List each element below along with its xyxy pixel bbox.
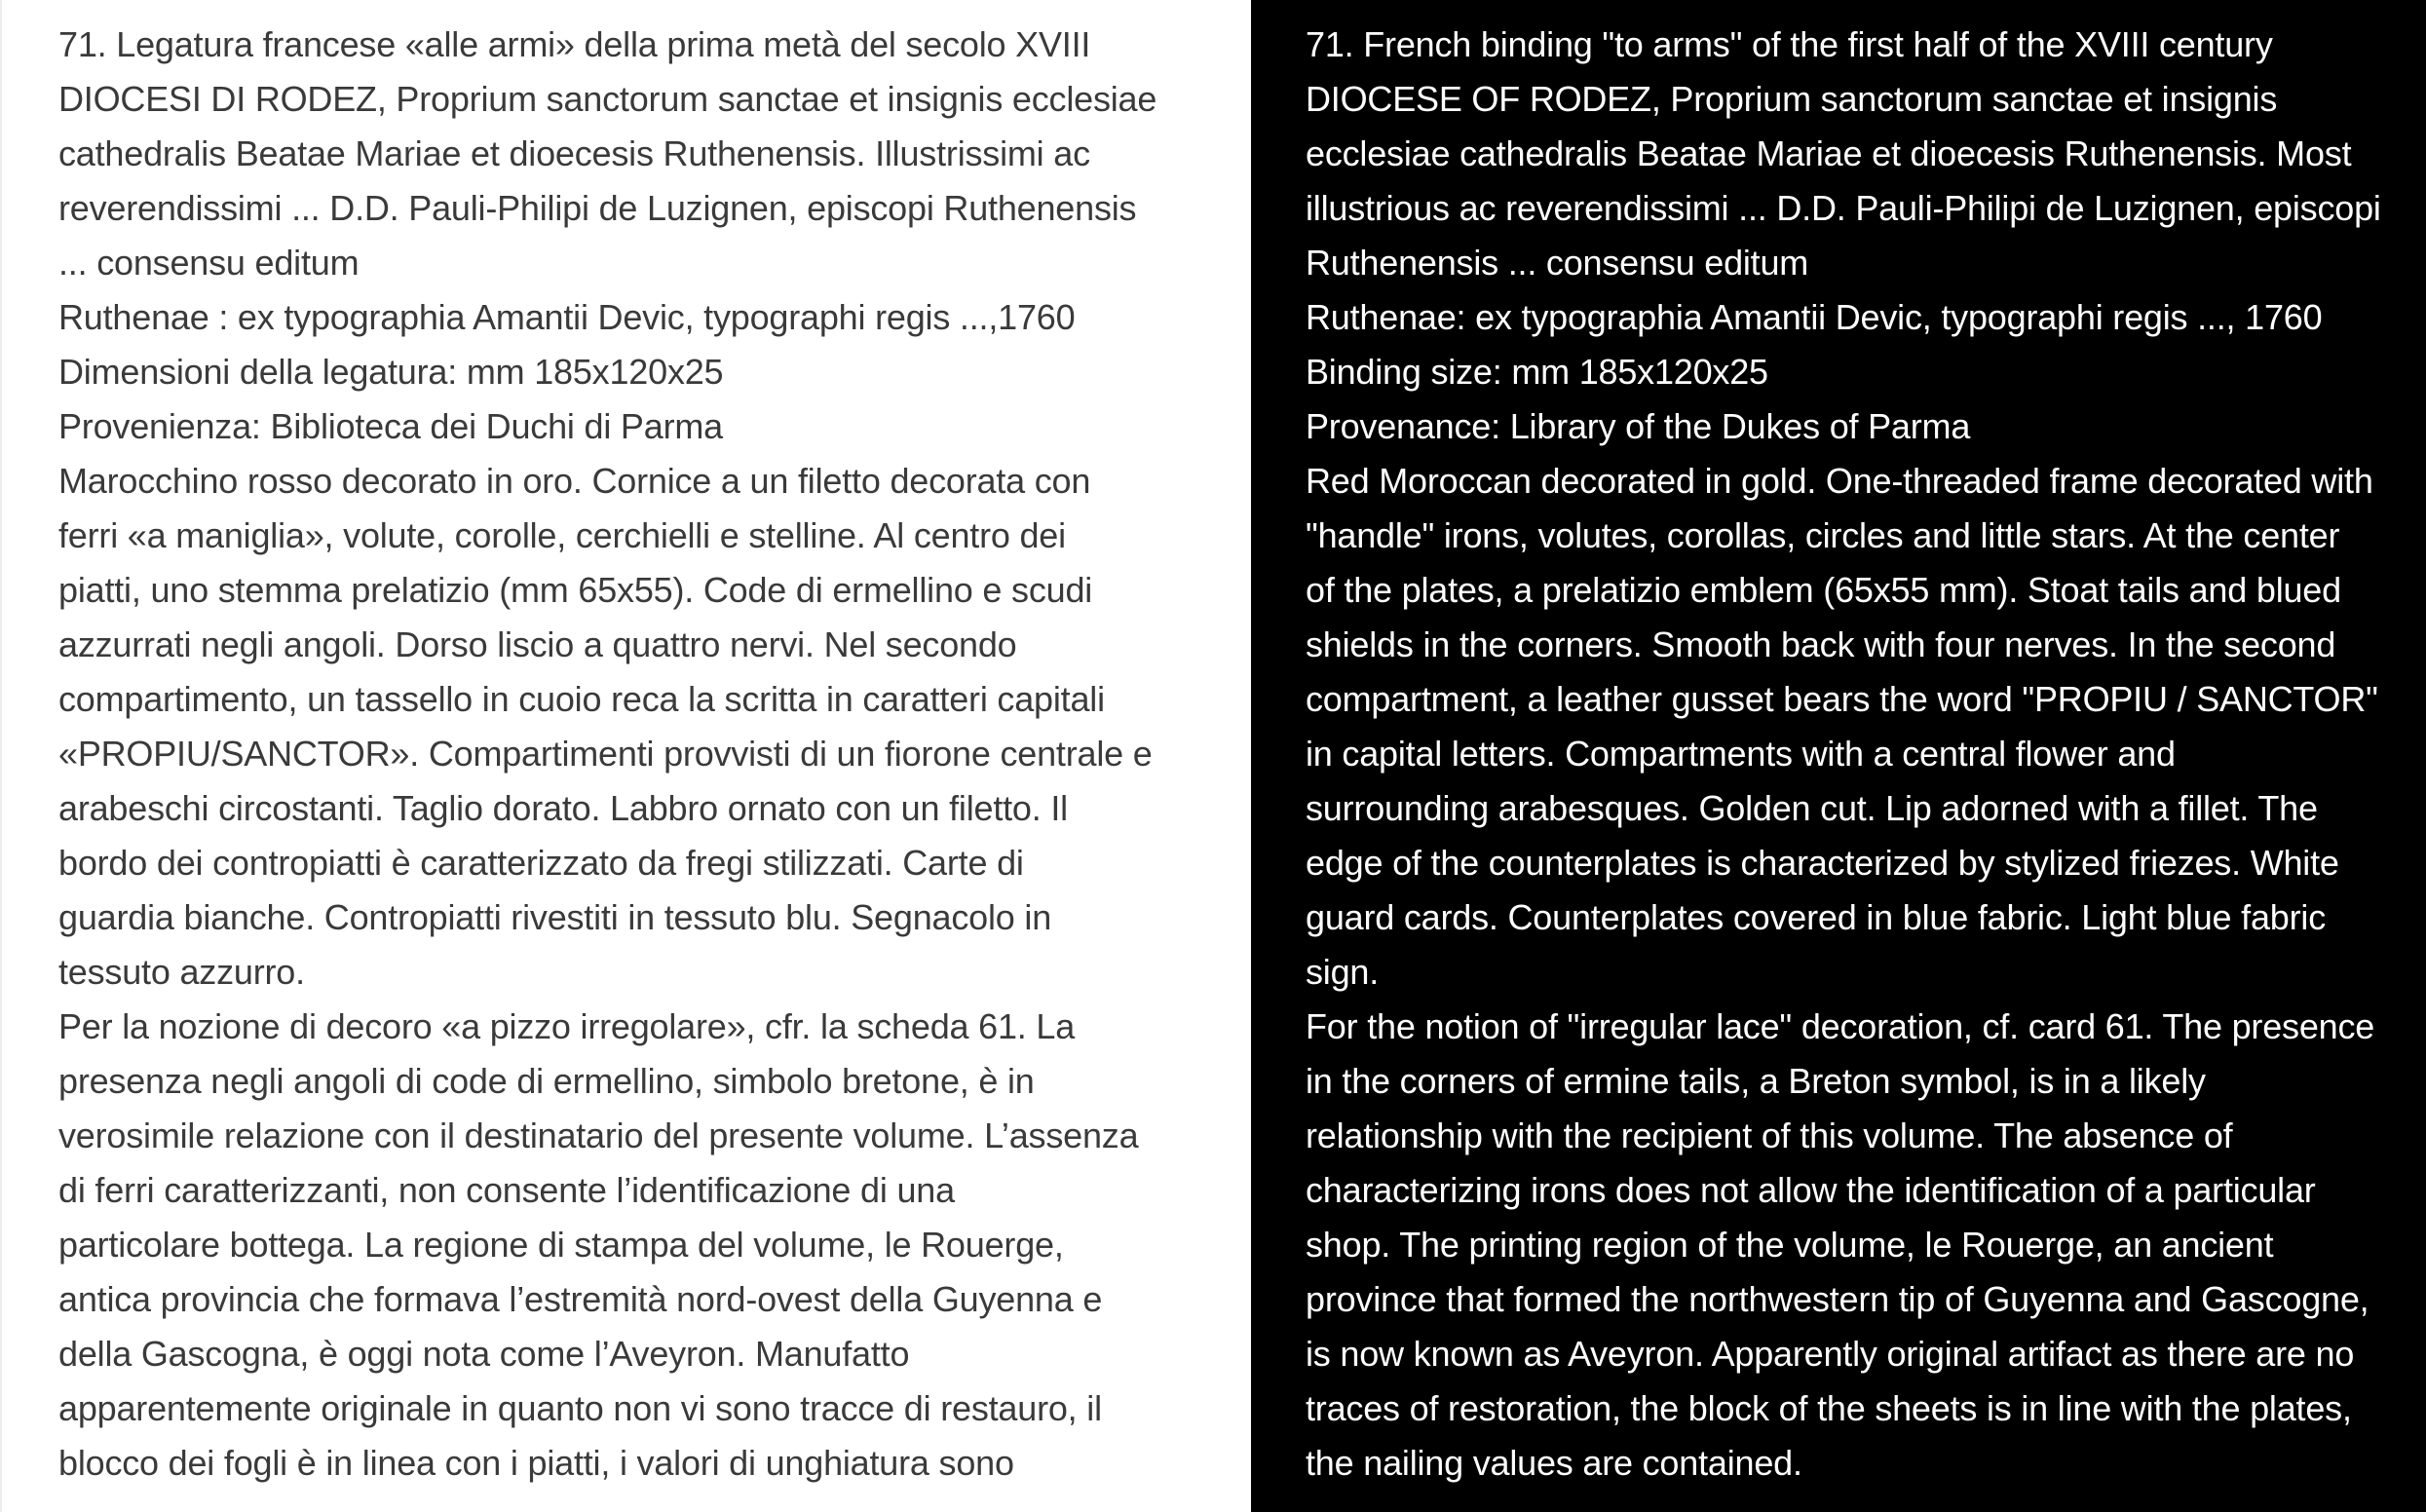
english-text-line: is now known as Aveyron. Apparently original artifact as there are no [1306,1334,2355,1374]
english-text-line: province that formed the northwestern tip of Guyenna and Gascogne, [1306,1279,2369,1319]
english-text-line: shop. The printing region of the volume, le Rouerge, an ancient [1306,1225,2274,1265]
english-text-line: surrounding arabesques. Golden cut. Lip adorned with a fillet. The [1306,788,2318,828]
italian-text-line: cathedralis Beatae Mariae et dioecesis Ruthenensis. Illustrissimi ac [58,133,1090,173]
italian-text-line: guardia bianche. Contropiatti rivestiti in tessuto blu. Segnacolo in [58,897,1052,937]
italian-text-line: Dimensioni della legatura: mm 185x120x25 [58,352,724,392]
english-text-line: Provenance: Library of the Dukes of Parma [1306,406,1971,446]
italian-text-line: «PROPIU/SANCTOR». Compartimenti provvisti di un fiorone centrale e [58,734,1153,774]
italian-text-line: tessuto azzurro. [58,952,305,992]
english-text-line: of the plates, a prelatizio emblem (65x55 mm). Stoat tails and blued [1306,570,2341,610]
english-text-line: in capital letters. Compartments with a central flower and [1306,734,2176,774]
english-text-line: Binding size: mm 185x120x25 [1306,352,1768,392]
italian-text-line: Per la nozione di decoro «a pizzo irregolare», cfr. la scheda 61. La [58,1006,1076,1046]
italian-text-line: Provenienza: Biblioteca dei Duchi di Parma [58,406,723,446]
english-text-line: DIOCESE OF RODEZ, Proprium sanctorum sanctae et insignis [1306,79,2278,119]
english-text-line: edge of the counterplates is characterized by stylized friezes. White [1306,843,2339,883]
italian-text-line: piatti, uno stemma prelatizio (mm 65x55). Code di ermellino e scudi [58,570,1093,610]
english-text-panel [1251,0,2426,1512]
italian-text-line: verosimile relazione con il destinatario del presente volume. L’assenza [58,1115,1139,1155]
italian-text-line: Ruthenae : ex typographia Amantii Devic, typographi regis ...,1760 [58,297,1076,337]
italian-text-line: di ferri caratterizzanti, non consente l’identificazione di una [58,1170,955,1210]
english-text-line: For the notion of "irregular lace" decoration, cf. card 61. The presence [1306,1006,2375,1046]
italian-text-line: antica provincia che formava l’estremità nord-ovest della Guyenna e [58,1279,1103,1319]
english-text-line: compartment, a leather gusset bears the word "PROPIU / SANCTOR" [1306,679,2378,719]
italian-text-line: compartimento, un tassello in cuoio reca la scritta in caratteri capitali [58,679,1105,719]
italian-text-line: DIOCESI DI RODEZ, Proprium sanctorum sanctae et insignis ecclesiae [58,79,1157,119]
english-text-line: traces of restoration, the block of the sheets is in line with the plates, [1306,1388,2352,1428]
italian-text-line: blocco dei fogli è in linea con i piatti, i valori di unghiatura sono [58,1443,1014,1483]
italian-text-line: ... consensu editum [58,243,360,283]
english-text-line: the nailing values are contained. [1306,1443,1802,1483]
italian-text-line: bordo dei contropiatti è caratterizzato da fregi stilizzati. Carte di [58,843,1024,883]
english-text-line: guard cards. Counterplates covered in blue fabric. Light blue fabric [1306,897,2327,937]
english-text-line: shields in the corners. Smooth back with four nerves. In the second [1306,624,2336,664]
italian-text-block [58,18,1156,1491]
english-text-line: relationship with the recipient of this volume. The absence of [1306,1115,2233,1155]
english-text-line: ecclesiae cathedralis Beatae Mariae et dioecesis Ruthenensis. Most [1306,133,2352,173]
italian-text-line: presenza negli angoli di code di ermellino, simbolo bretone, è in [58,1061,1035,1101]
italian-text-line: ferri «a maniglia», volute, corolle, cerchielli e stelline. Al centro dei [58,515,1066,555]
english-text-line: in the corners of ermine tails, a Breton symbol, is in a likely [1306,1061,2206,1101]
italian-text-line: arabeschi circostanti. Taglio dorato. Labbro ornato con un filetto. Il [58,788,1068,828]
english-text-line: characterizing irons does not allow the identification of a particular [1306,1170,2316,1210]
english-text-line: Ruthenensis ... consensu editum [1306,243,1809,283]
italian-text-line: apparentemente originale in quanto non vi sono tracce di restauro, il [58,1388,1102,1428]
italian-text-line: reverendissimi ... D.D. Pauli-Philipi de Luzignen, episcopi Ruthenensis [58,188,1137,228]
english-text-line: Red Moroccan decorated in gold. One-threaded frame decorated with [1306,461,2373,501]
english-text-line: illustrious ac reverendissimi ... D.D. Pauli-Philipi de Luzignen, episcopi [1306,188,2381,228]
english-text-block [1306,18,2381,1491]
italian-text-line: Marocchino rosso decorato in oro. Cornice a un filetto decorata con [58,461,1091,501]
italian-text-line: 71. Legatura francese «alle armi» della prima metà del secolo XVIII [58,24,1091,64]
italian-text-line: della Gascogna, è oggi nota come l’Aveyron. Manufatto [58,1334,910,1374]
italian-text-line: particolare bottega. La regione di stampa del volume, le Rouerge, [58,1225,1064,1265]
english-text-line: "handle" irons, volutes, corollas, circles and little stars. At the center [1306,515,2340,555]
english-text-line: sign. [1306,952,1380,992]
italian-text-line: azzurrati negli angoli. Dorso liscio a quattro nervi. Nel secondo [58,624,1017,664]
english-text-line: Ruthenae: ex typographia Amantii Devic, typographi regis ..., 1760 [1306,297,2323,337]
english-text-line: 71. French binding "to arms" of the first half of the XVIII century [1306,24,2273,64]
